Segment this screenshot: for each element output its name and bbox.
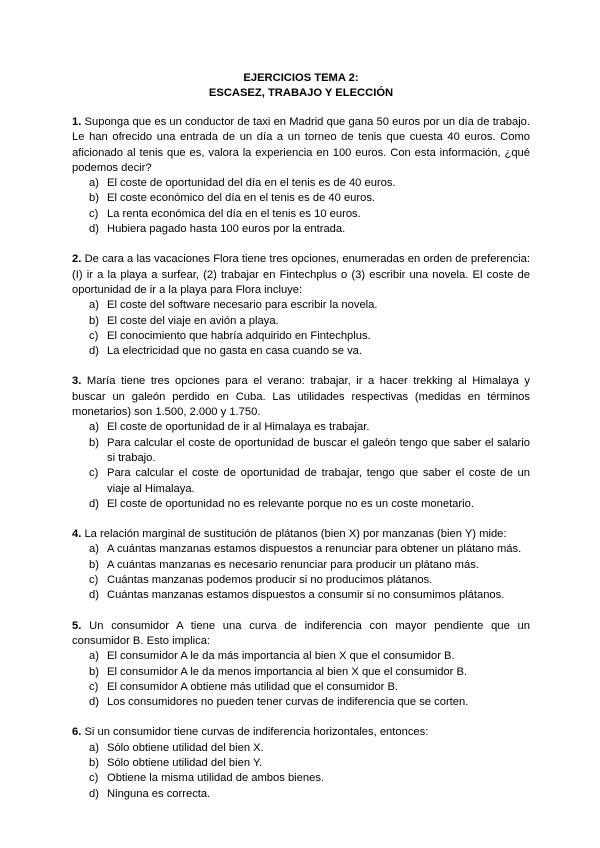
answer-option	[72, 573, 530, 588]
option-text: El consumidor A le da menos importancia al bien X que el consumidor B.	[107, 665, 468, 678]
answer-option	[72, 771, 530, 786]
option-text: A cuántas manzanas estamos dispuestos a renunciar para obtener un plátano más.	[107, 543, 522, 556]
option-text: Hubiera pagado hasta 100 euros por la entrada.	[107, 223, 346, 236]
question-number: 1.	[72, 116, 82, 128]
answer-option	[72, 497, 530, 512]
question-stem	[72, 725, 530, 740]
option-text: El coste de oportunidad de ir al Himalaya es trabajar.	[107, 421, 370, 434]
option-list	[72, 741, 530, 802]
option-letter: b)	[89, 436, 99, 449]
option-text: El coste de oportunidad del día en el tenis es de 40 euros.	[107, 177, 396, 190]
question-text: Si un consumidor tiene curvas de indiferencia horizontales, entonces:	[84, 726, 429, 739]
option-letter: b)	[89, 756, 99, 769]
answer-option	[72, 176, 530, 191]
answer-option	[72, 314, 530, 329]
option-text: El consumidor A le da más importancia al bien X que el consumidor B.	[107, 650, 455, 663]
question-stem	[72, 619, 530, 650]
question-stem	[72, 374, 530, 420]
option-letter: d)	[89, 696, 99, 709]
title-line-2: ESCASEZ, TRABAJO Y ELECCIÓN	[208, 87, 394, 99]
option-list	[72, 176, 530, 237]
question-3	[72, 374, 530, 512]
question-stem	[72, 527, 530, 542]
option-letter: c)	[89, 680, 99, 693]
option-text: El coste económico del día en el tenis es de 40 euros.	[107, 192, 376, 205]
option-letter: d)	[89, 497, 99, 510]
option-text: La renta económica del día en el tenis es 10 euros.	[107, 207, 361, 220]
answer-option	[72, 542, 530, 557]
answer-option	[72, 665, 530, 680]
question-stem	[72, 115, 530, 176]
option-letter: d)	[89, 345, 99, 358]
option-letter: d)	[89, 589, 99, 602]
option-list	[72, 420, 530, 512]
option-letter: c)	[89, 772, 99, 785]
option-letter: b)	[89, 314, 99, 327]
option-letter: b)	[89, 558, 99, 571]
option-text: El coste de oportunidad no es relevante porque no es un coste monetario.	[107, 497, 474, 510]
question-text: Suponga que es un conductor de taxi en Madrid que gana 50 euros por un día de trabajo. Le han ofrecido una entrada de un día a un torneo de tenis que cuesta 40 euros. Como aficionado al tenis que es, valora la experiencia en 100 euros. Con esta información, ¿qué podemos decir?	[72, 116, 531, 174]
option-list	[72, 649, 530, 710]
answer-option	[72, 756, 530, 771]
answer-option	[72, 741, 530, 756]
question-text: La relación marginal de sustitución de plátanos (bien X) por manzanas (bien Y) mide:	[84, 528, 507, 541]
answer-option	[72, 191, 530, 206]
question-6	[72, 725, 530, 801]
question-number: 2.	[72, 253, 82, 266]
question-list	[72, 115, 530, 802]
option-list	[72, 298, 530, 359]
option-text: Sólo obtiene utilidad del bien X.	[107, 741, 264, 754]
question-text: De cara a las vacaciones Flora tiene tres opciones, enumeradas en orden de preferencia: (I) ir a la playa a surfear, (2) trabajar en Fintechplus o (3) escribir una novela. El coste de oportunidad de ir a la playa para Flora incluye:	[72, 253, 530, 296]
option-text: El conocimiento que habría adquirido en Fintechplus.	[107, 329, 371, 342]
document-page	[72, 71, 530, 817]
question-1	[72, 115, 530, 237]
question-stem	[72, 252, 530, 298]
question-2	[72, 252, 530, 359]
option-text: Ninguna es correcta.	[107, 787, 211, 800]
option-letter: a)	[89, 299, 99, 312]
answer-option	[72, 649, 530, 664]
answer-option	[72, 695, 530, 710]
answer-option	[72, 207, 530, 222]
answer-option	[72, 222, 530, 237]
option-text: Para calcular el coste de oportunidad de buscar el galeón tengo que saber el salario si trabajo.	[107, 436, 530, 464]
answer-option	[72, 298, 530, 313]
option-text: Los consumidores no pueden tener curvas de indiferencia que se corten.	[107, 696, 469, 709]
option-letter: a)	[89, 421, 99, 434]
option-text: Para calcular el coste de oportunidad de trabajar, tengo que saber el coste de un viaje al Himalaya.	[107, 467, 530, 495]
option-letter: d)	[89, 223, 99, 236]
question-5	[72, 619, 530, 711]
question-number: 4.	[72, 528, 82, 541]
option-text: La electricidad que no gasta en casa cuando se va.	[107, 345, 363, 358]
option-letter: c)	[89, 329, 99, 342]
option-text: Cuántas manzanas estamos dispuestos a consumir si no consumimos plátanos.	[107, 589, 505, 602]
option-letter: a)	[89, 543, 99, 556]
option-text: El coste del viaje en avión a playa.	[107, 314, 279, 327]
answer-option	[72, 466, 530, 497]
answer-option	[72, 588, 530, 603]
answer-option	[72, 436, 530, 467]
option-list	[72, 542, 530, 603]
option-letter: a)	[89, 650, 99, 663]
question-number: 5.	[72, 619, 82, 632]
option-text: Obtiene la misma utilidad de ambos bienes.	[107, 772, 325, 785]
question-4	[72, 527, 530, 603]
option-text: El consumidor A obtiene más utilidad que el consumidor B.	[107, 680, 399, 693]
option-letter: b)	[89, 665, 99, 678]
option-text: Cuántas manzanas podemos producir si no producimos plátanos.	[107, 574, 433, 587]
option-text: A cuántas manzanas es necesario renunciar para producir un plátano más.	[107, 558, 479, 571]
title-line-1: EJERCICIOS TEMA 2:	[243, 72, 359, 84]
question-text: Un consumidor A tiene una curva de indiferencia con mayor pendiente que un consumidor B. Esto implica:	[72, 619, 531, 647]
option-letter: a)	[89, 741, 99, 754]
answer-option	[72, 420, 530, 435]
option-letter: d)	[89, 787, 99, 800]
option-letter: b)	[89, 192, 99, 205]
option-text: Sólo obtiene utilidad del bien Y.	[107, 756, 263, 769]
question-number: 3.	[72, 375, 82, 388]
answer-option	[72, 558, 530, 573]
option-letter: a)	[89, 177, 99, 190]
option-letter: c)	[89, 467, 99, 480]
answer-option	[72, 787, 530, 802]
option-letter: c)	[89, 207, 99, 220]
question-number: 6.	[72, 726, 82, 739]
option-text: El coste del software necesario para escribir la novela.	[107, 299, 378, 312]
document-title	[72, 71, 530, 101]
question-text: María tiene tres opciones para el verano: trabajar, ir a hacer trekking al Himalaya y buscar un galeón perdido en Cuba. Las utilidades respectivas (medidas en términos monetarios) son 1.500, 2.000 y 1.750.	[72, 375, 531, 419]
answer-option	[72, 329, 530, 344]
answer-option	[72, 344, 530, 359]
option-letter: c)	[89, 574, 99, 587]
answer-option	[72, 680, 530, 695]
